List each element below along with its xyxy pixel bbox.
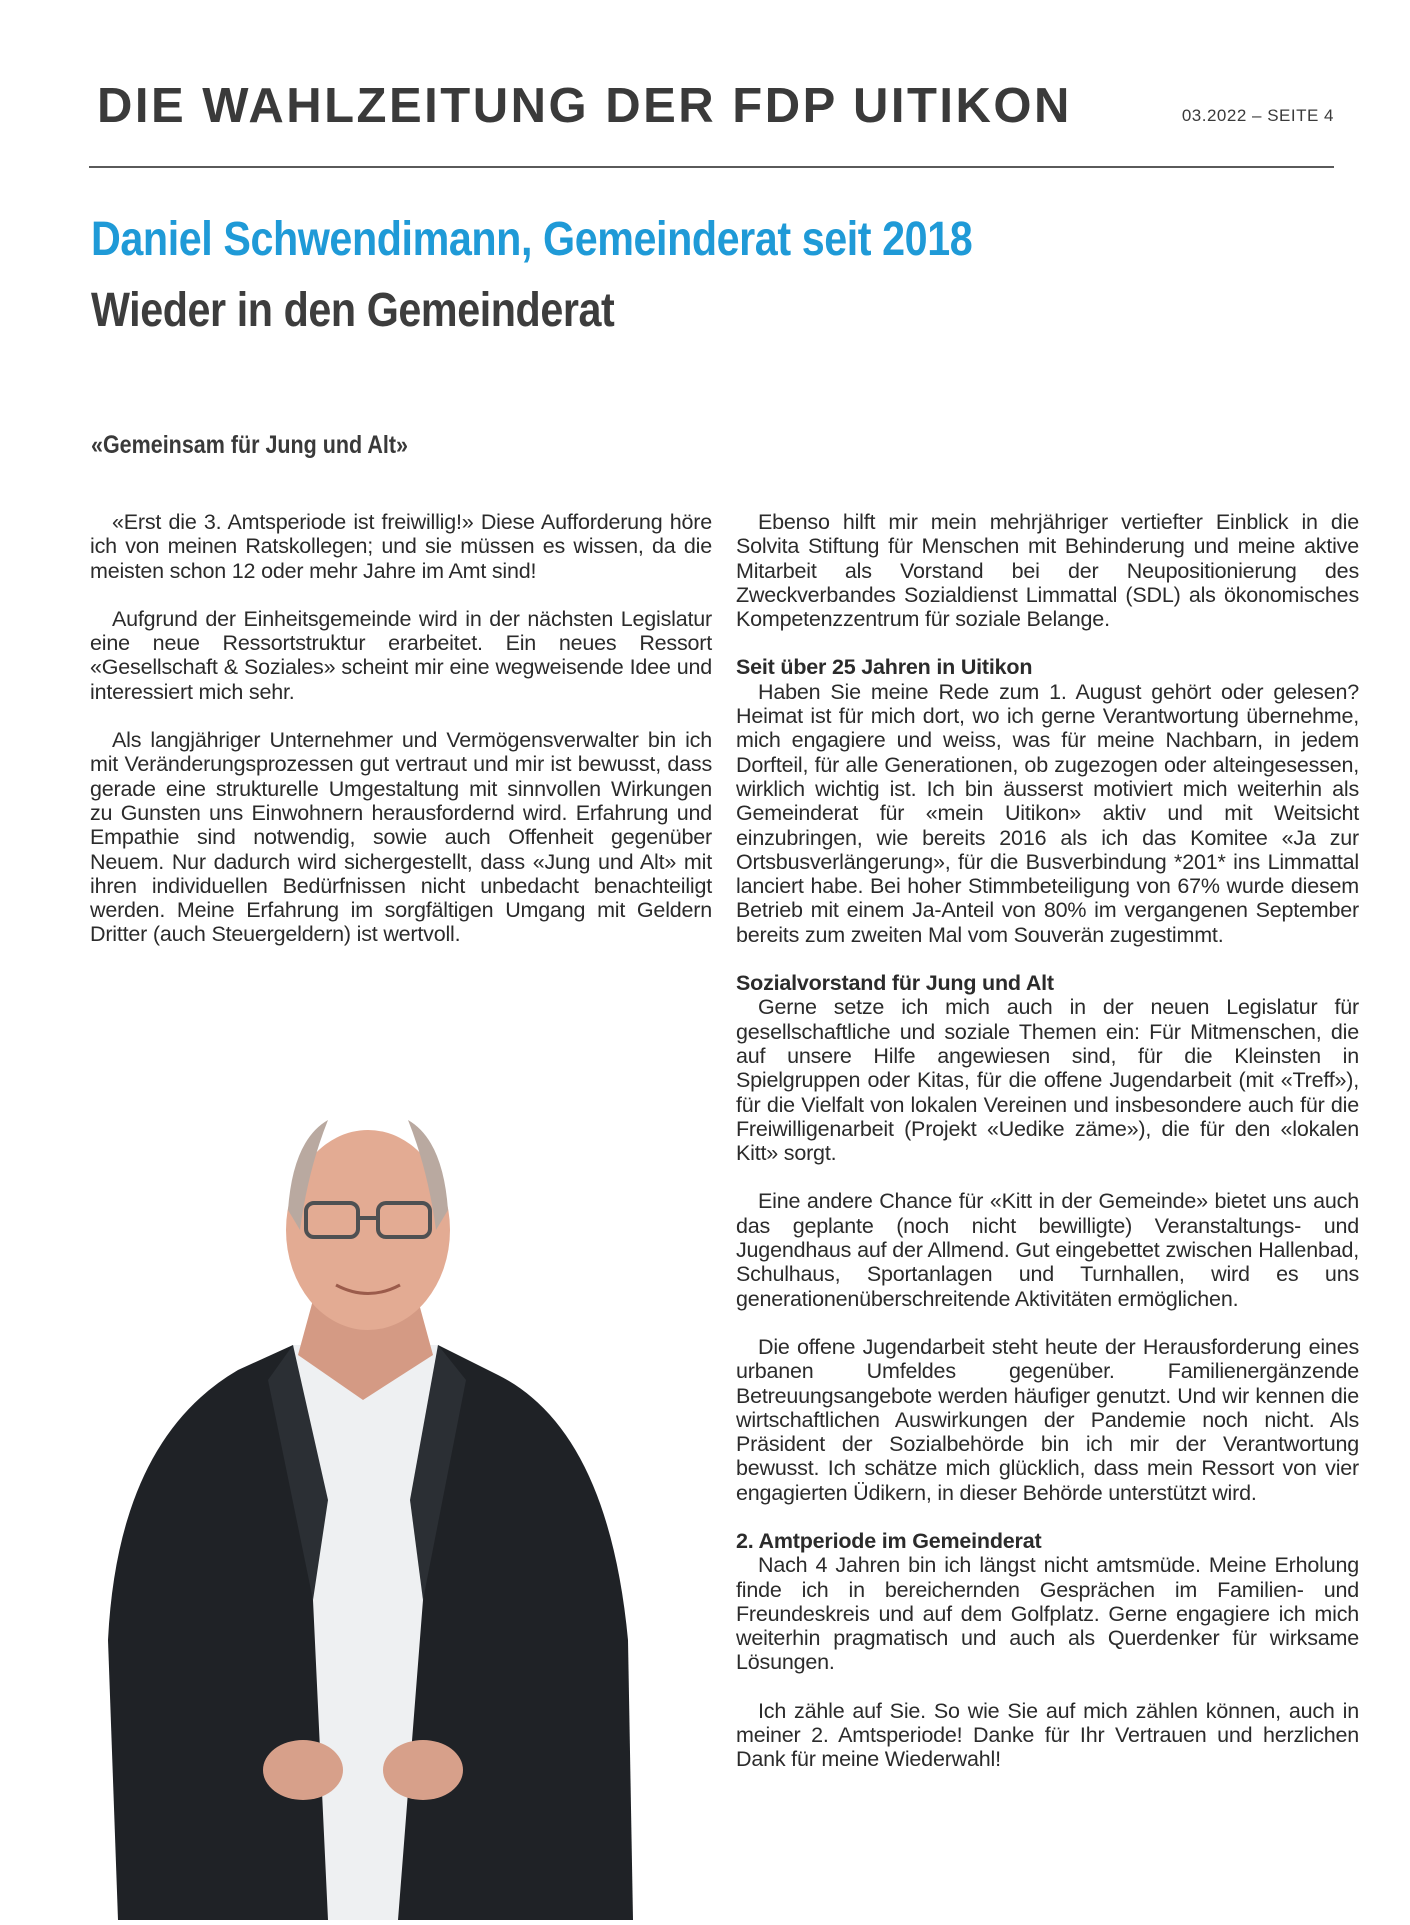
paragraph: Die offene Jugendarbeit steht heute der Herausforderung eines urbanen Umfeldes gegenüber. Familienergänzende Betreuungsangebote werden häufiger genutzt. Und wir kennen die wirtschaftlichen Auswirkungen der Pandemie noch nicht. Als Präsident der Sozialbehörde bin ich mir der Verantwortung bewusst. Ich schätze mich glücklich, dass mein Ressort von vier engagierten Üdikern, in dieser Behörde unterstützt wird.: [736, 1334, 1359, 1505]
paragraph: Eine andere Chance für «Kitt in der Gemeinde» bietet uns auch das geplante (noch nicht bewilligte) Veranstaltungs- und Jugendhaus auf der Allmend. Gut eingebettet zwischen Hallenbad, Schulhaus, Sportanlagen und Turnhallen, wird es uns generationenüberschreitende Aktivitäten ermöglichen.: [736, 1189, 1359, 1311]
article-title: Daniel Schwendimann, Gemeinderat seit 2018: [91, 213, 973, 266]
paragraph: Nach 4 Jahren bin ich längst nicht amtsmüde. Meine Erholung finde ich in bereichernden Gesprächen im Familien- und Freundeskreis und auf dem Golfplatz. Gerne engagiere ich mich weiterhin pragmatisch und auch als Querdenker für wirksame Lösungen.: [736, 1553, 1359, 1675]
section-heading: Seit über 25 Jahren in Uitikon: [736, 655, 1033, 680]
paragraph: Ich zähle auf Sie. So wie Sie auf mich zählen können, auch in meiner 2. Amtsperiode! Danke für Ihr Vertrauen und herzlichen Dank für meine Wiederwahl!: [736, 1698, 1359, 1772]
paragraph: Als langjähriger Unternehmer und Vermögensverwalter bin ich mit Veränderungsprozessen gut vertraut und mir ist bewusst, dass gerade eine strukturelle Umgestaltung mit sinnvollen Wirkungen zu Gunsten uns Einwohnern herausfordernd wird. Erfahrung und Empathie sind notwendig, sowie auch Offenheit gegenüber Neuem. Nur dadurch wird sichergestellt, dass «Jung und Alt» mit ihren individuellen Bedürfnissen nicht unbedacht benachteiligt werden. Meine Erfahrung im sorgfältigen Umgang mit Geldern Dritter (auch Steuergeldern) ist wertvoll.: [90, 728, 712, 947]
paragraph: Haben Sie meine Rede zum 1. August gehört oder gelesen? Heimat ist für mich dort, wo ich gerne Verantwortung übernehme, mich engagiere und weiss, was für meine Nachbarn, in jedem Dorfteil, für alle Generationen, ob zugezogen oder alteingesessen, wirklich wichtig ist. Ich bin äusserst motiviert mich weiterhin als Gemeinderat für «mein Uitikon» aktiv und mit Weitsicht einzubringen, wie bereits 2016 als ich das Komitee «Ja zur Ortsbusverlängerung», für die Busverbindung *201* ins Limmattal lanciert habe. Bei hoher Stimmbeteiligung von 67% wurde diesem Betrieb mit einem Ja-Anteil von 80% im vergangenen September bereits zum zweiten Mal vom Souverän zugestimmt.: [736, 679, 1359, 947]
paragraph: Aufgrund der Einheitsgemeinde wird in der nächsten Legislatur eine neue Ressortstruktur erarbeitet. Ein neues Ressort «Gesellschaft & Soziales» scheint mir eine wegweisende Idee und interessiert mich sehr.: [90, 606, 712, 704]
header-rule: [89, 166, 1334, 168]
section-heading: Sozialvorstand für Jung und Alt: [736, 971, 1054, 996]
quote-headline: «Gemeinsam für Jung und Alt»: [91, 431, 408, 459]
paragraph: Gerne setze ich mich auch in der neuen Legislatur für gesellschaftliche und soziale Themen ein: Für Mitmenschen, die auf unsere Hilfe angewiesen sind, für die Kleinsten in Spielgruppen oder Kitas, für die offene Jugendarbeit (mit «Treff»), für die Vielfalt von lokalen Vereinen und insbesondere auch für die Freiwilligenarbeit (Projekt «Uedike zäme»), die für den «lokalen Kitt» sorgt.: [736, 995, 1359, 1166]
masthead: DIE WAHLZEITUNG DER FDP UITIKON: [97, 79, 1072, 133]
portrait-photo: [88, 1080, 648, 1920]
portrait-photo-icon: [88, 1080, 648, 1920]
article-subtitle: Wieder in den Gemeinderat: [91, 284, 615, 337]
right-column: [736, 510, 1359, 1796]
paragraph: Ebenso hilft mir mein mehrjähriger vertiefter Einblick in die Solvita Stiftung für Menschen mit Behinderung und meine aktive Mitarbeit als Vorstand bei der Neupositionierung des Zweckverbandes Sozialdienst Limmattal (SDL) als ökonomisches Kompetenzzentrum für soziale Belange.: [736, 510, 1359, 632]
issue-date-page: 03.2022 – SEITE 4: [1181, 106, 1334, 125]
section-heading: 2. Amtperiode im Gemeinderat: [736, 1528, 1042, 1553]
left-column: [90, 510, 712, 971]
paragraph: «Erst die 3. Amtsperiode ist freiwillig!» Diese Aufforderung höre ich von meinen Ratskollegen; und sie müssen es wissen, da die meisten schon 12 oder mehr Jahre im Amt sind!: [90, 510, 712, 583]
